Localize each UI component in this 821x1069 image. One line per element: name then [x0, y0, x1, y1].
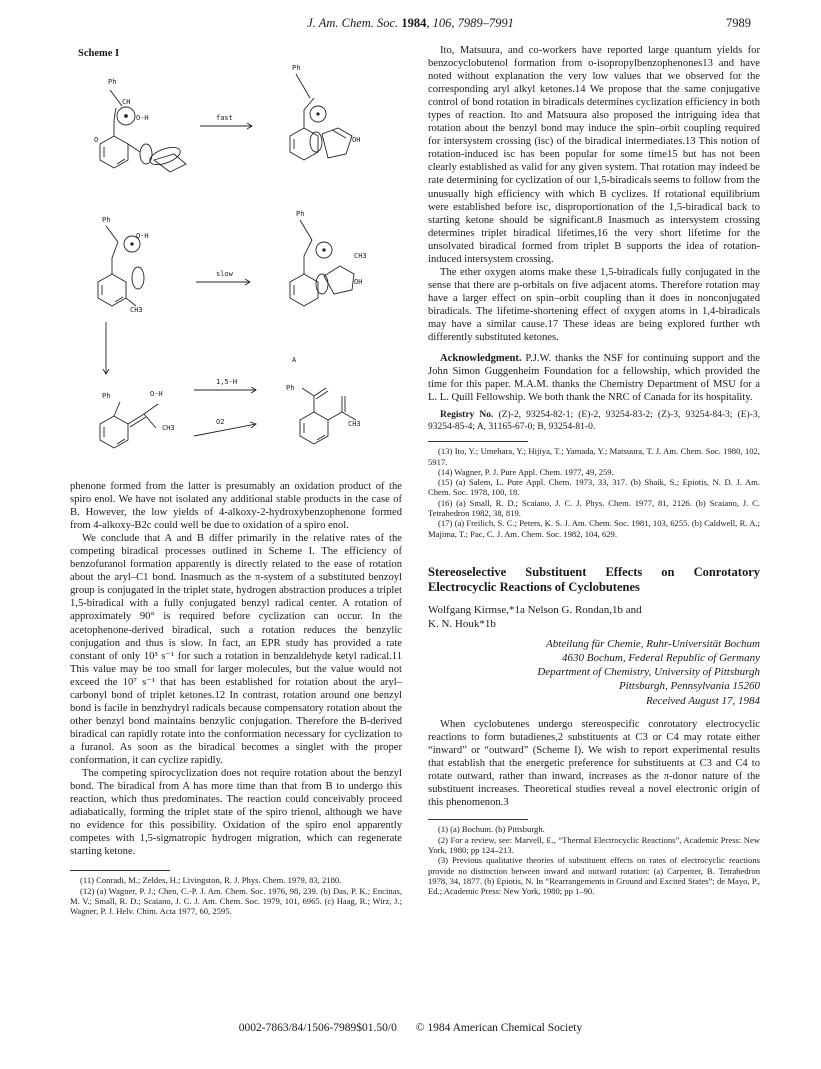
- shift-label: 1,5-H: [216, 378, 238, 386]
- footnote: (3) Previous qualitative theories of substituent effects on rates of electrocyclic reactions provide no distinction between inward and outward rotation: (a) Carpenter, B. Tetrahedron 1978, 34, 1877. (b) Epiotis, N. In “Rearrangements in Ground and Excited States”; de Mayo, P., Ed.; Academic Press: New York, 1980; pp 1–90.: [428, 855, 760, 897]
- right-column: [428, 44, 760, 896]
- slow-label: slow: [216, 270, 233, 278]
- article-title: Stereoselective Substituent Effects on Conrotatory Electrocyclic Reactions of Cyclobutenes: [428, 564, 760, 594]
- article-affiliation: [428, 637, 760, 693]
- authors-line: Wolfgang Kirmse,*1a Nelson G. Rondan,1b and: [428, 603, 642, 616]
- footnote-rule: [428, 441, 528, 442]
- paragraph: We conclude that A and B differ primarily in the relative rates of the competing biradical processes outlined in Scheme I. The efficiency of benzofuranol formation apparently is directly related to the ease of rotation about the aryl–C1 bond. Inasmuch as the π-system of a substituted benzoyl group is conjugated in the triplet state, hydrogen abstraction produces a triplet 1,5-biradical with a fully conjugated benzyl radical center. A rotation of approximately 90° is required before cyclization can occur. In the acetophenone-derived biradical, such a rotation reduces the benzylic conjugation and thus is slow. In fact, an EPR study has provided a rate constant of only 10³ s⁻¹ for such a rotation in benzaldehyde ketyl radical.11 This value may be too small for larger molecules, but the value would not exceed the 10⁷ s⁻¹ that has been established for rotation about the aryl–carbonyl bond of triplet ketones.12 In contrast, rotation around one benzyl bond is facile in benzhydryl radicals because compensatory rotation about the other benzyl bond maintains benzylic conjugation. Therefore the B-derived biradical can rapidly rotate into the conformation necessary for cyclization to a furanol. As soon as the biradical becomes a singlet with the proper conformation, it can cyclize rapidly.: [70, 533, 402, 766]
- acknowledgment: [428, 352, 760, 404]
- registry-heading: Registry No.: [440, 410, 494, 421]
- journal-name: J. Am. Chem. Soc.: [307, 16, 399, 30]
- paragraph: The ether oxygen atoms make these 1,5-biradicals fully conjugated in the sense that there are p-orbitals on five adjacent atoms. Therefore rotation may have a larger effect on spin–orbit coupling than it does in nonconjugated biradicals. The lifetime-shortening effect of oxygen atoms in 1,4-biradicals may have a similar cause.17 These ideas are being explored further wth differently substituted ketones.: [428, 266, 760, 344]
- ph-label-6: Ph: [286, 384, 295, 392]
- acknowledgment-text: P.J.W. thanks the NSF for continuing support and the John Simon Guggenheim Foundation for a fellowship, which provided the time for this paper. M.A.M. thanks the Chemistry Department of MSU for a L. L. Quill Fellowship. We both thank the NRC of Canada for its hospitality.: [428, 353, 760, 404]
- ph-label-3: Ph: [102, 216, 111, 224]
- footnote: (14) Wagner, P. J. Pure Appl. Chem. 1977, 49, 259.: [438, 466, 614, 477]
- scheme-i-diagram: [70, 44, 402, 474]
- new-article: [428, 565, 760, 896]
- left-column: [70, 480, 402, 917]
- oh-bond-label: O-H: [136, 114, 149, 122]
- biradical-b-structure: [100, 90, 186, 172]
- footnote: (1) (a) Bochum. (b) Pittsburgh.: [438, 824, 545, 835]
- footnote: (11) Conradi, M.; Zeldes, H.; Livingston, R. J. Phys. Chem. 1979, 83, 2180.: [80, 875, 342, 886]
- enol-structure: [100, 402, 158, 448]
- ch3-label: CH3: [130, 306, 143, 314]
- registry-numbers: [428, 410, 760, 433]
- copyright: © 1984 American Chemical Society: [415, 1022, 583, 1034]
- running-header: [0, 16, 821, 31]
- fast-label: fast: [216, 114, 233, 122]
- footnote-rule: [70, 870, 170, 871]
- scheme-label: Scheme I: [78, 48, 120, 59]
- journal-code: 0002-7863/84/1506-7989$01.50/0: [238, 1022, 397, 1034]
- paragraph: phenone formed from the latter is presumably an oxidation product of the spiro enol. We have not isolated any additional stable products in the case of B. However, the low yields of 4-alkoxy-2-hydroxybenzophenone formed from 4-alkoxy-B2c could well be due to oxidation of a spiro enol.: [70, 481, 402, 532]
- spiro-product-2: [290, 220, 354, 306]
- article-body: When cyclobutenes undergo stereospecific conrotatory electrocyclic reactions to form butadienes,2 substituents at C3 or C4 may rotate either “inward” or “outward” (Scheme I). We wish to report experimental results that establish that the energetic preference for substituents at C3 and C4 to rotate outward, rather than inward, increases as the π-donor nature of the substituent increases. Theoretical studies reveal a novel electronic origin of this phenomenon.3: [428, 718, 760, 809]
- affiliation-line: Abteilung für Chemie, Ruhr-Universität Bochum: [546, 637, 760, 650]
- left-footnotes: [70, 870, 402, 916]
- o2-label: O2: [216, 418, 225, 426]
- affiliation-line: 4630 Bochum, Federal Republic of Germany: [562, 651, 760, 664]
- ch3-label-3: CH3: [162, 424, 175, 432]
- oxidation-arrow: [194, 424, 256, 436]
- ph-label: Ph: [108, 78, 117, 86]
- spiro-product-1: [290, 74, 352, 160]
- oh-label: OH: [352, 136, 361, 144]
- oh-label-2: OH: [354, 278, 363, 286]
- page-number: 7989: [726, 16, 751, 30]
- footnote: (12) (a) Wagner, P. J.; Chen, C.-P. J. Am. Chem. Soc. 1976, 98, 239. (b) Das, P. K.; Encinas, M. V.; Small, R. D.; Scaiano, J. C. J. Am. Chem. Soc. 1979, 101, 6965. (c) Haag, R.; Wirz, J.; Wagner, P. J. Helv. Chim. Acta 1977, 60, 2595.: [70, 885, 402, 917]
- right-footnotes: [428, 441, 760, 539]
- paragraph: The competing spirocyclization does not require rotation about the benzyl bond. The biradical from A has more time than that from B to undergo this reaction, which thus predominates. The reaction could conceivably proceed adiabatically, forming the triplet state of the spiro trienol, although we have no evidence for this possibility. Oxidation of the spiro enol apparently competes with 1,5-sigmatropic hydrogen migration, which can regenerate starting ketone.: [70, 768, 402, 858]
- enol-oh-label: O-H: [150, 390, 163, 398]
- registry-text: (Z)-2, 93254-82-1; (E)-2, 93254-83-2; (Z)-3, 93254-84-3; (E)-3, 93254-85-4; A, 31165-67-0; B, 93254-81-0.: [428, 410, 760, 432]
- ch3-label-4: CH3: [348, 420, 361, 428]
- article-footnotes: [428, 819, 760, 896]
- authors-line: K. N. Houk*1b: [428, 617, 496, 630]
- affiliation-line: Pittsburgh, Pennsylvania 15260: [618, 679, 760, 692]
- ch3-label-2: CH3: [354, 252, 367, 260]
- journal-year: 1984: [401, 16, 427, 30]
- acknowledgment-heading: Acknowledgment.: [440, 353, 522, 365]
- footnote: (17) (a) Freilich, S. C.; Peters, K. S. J. Am. Chem. Soc. 1981, 103, 6255. (b) Caldwell, R. A.; Majima, T.; Pac, C. J. Am. Chem. Soc. 1982, 104, 629.: [428, 518, 760, 539]
- ketone-a-structure: [300, 388, 356, 444]
- ch-label: CH: [122, 98, 131, 106]
- ph-label-5: Ph: [102, 392, 111, 400]
- footnote: (2) For a review, see: Marvell, E., “Thermal Electrocyclic Reactions”, Academic Press: New York, 1980; pp 124–213.: [428, 834, 760, 855]
- footnote: (15) (a) Salem, L. Pure Appl. Chem. 1973, 33, 317. (b) Shaik, S.; Epiotis, N. D. J. Am. Chem. Soc. 1978, 100, 18.: [428, 477, 760, 498]
- ether-o-label: O: [94, 136, 99, 144]
- oh-bond-label-2: O-H: [136, 232, 149, 240]
- footnote: (16) (a) Small, R. D.; Scaiano, J. C. J. Phys. Chem. 1977, 81, 2126. (b) Scaiano, J. C. Tetrahedron 1982, 38, 819.: [428, 497, 760, 519]
- page-footer: [0, 1022, 821, 1034]
- ph-label-2: Ph: [292, 64, 301, 72]
- volume-pages: , 106, 7989–7991: [426, 16, 514, 30]
- a-label: A: [292, 356, 297, 364]
- footnote: (13) Ito, Y.; Umehara, Y.; Hijiya, T.; Yamada, Y.; Matsuura, T. J. Am. Chem. Soc. 1980, 102, 5917.: [428, 446, 760, 467]
- ph-label-4: Ph: [296, 210, 305, 218]
- affiliation-line: Department of Chemistry, University of Pittsburgh: [537, 665, 760, 678]
- article-authors: [428, 603, 760, 631]
- received-date: Received August 17, 1984: [645, 694, 760, 707]
- paragraph: Ito, Matsuura, and co-workers have reported large quantum yields for benzocyclobutenol formation from o-isopropylbenzophenones13 and have noted without explanation the very low values that we observed for the corresponding aryl alkyl ketones.14 We propose that the same conjugative control of bond rotation in biradicals determines cyclization efficiency in both types of reaction. Ito and Matsuura also proposed the intriguing idea that rotation about the benzyl bond may induce the spin–orbit coupling required for intersystem crossing (isc) of the biradical intermediates.13 This notion of rotation-induced isc has been popular for some time15 but has not been clearly established as valid for any given system. That rotation may indeed be rate determining for cyclization of our 1,5-biradicals seems to follow from the unusually high efficiency with which B cyclizes. If rotational equilibrium were established before isc, disproportionation of the 1,5-biradical back to starting ketone should be significant.8 Inasmuch as intersystem crossing determines triplet biradical lifetimes,16 the very short lifetime for the unsolvated biradical formed from triplet B supports the idea of rotation-induced intersystem crossing.: [428, 45, 760, 265]
- footnote-rule: [428, 819, 528, 820]
